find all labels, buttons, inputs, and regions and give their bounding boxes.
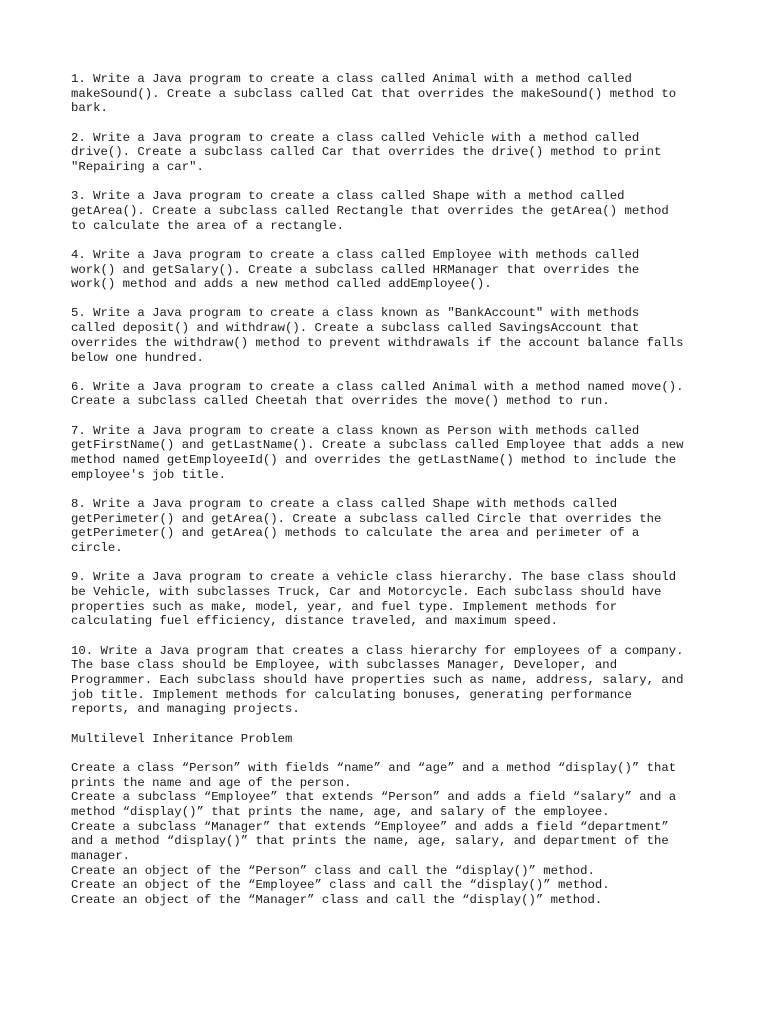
- problem-8: 8. Write a Java program to create a class called Shape with methods called getPerimeter() and getArea(). Create a subclass called Circle that overrides the getPerimeter() and getArea() methods to calculate the area and perimeter of a circle.: [71, 496, 662, 556]
- document-page: [71, 72, 711, 908]
- multilevel-problem-body: [71, 761, 711, 908]
- multilevel-line: Create an object of the “Employee” class and call the “display()” method.: [71, 878, 610, 893]
- problem-9: 9. Write a Java program to create a vehicle class hierarchy. The base class should be Vehicle, with subclasses Truck, Car and Motorcycle. Each subclass should have properties such as make, model, year, and fuel type. Implement methods for calculating fuel efficiency, distance traveled, and maximum speed.: [71, 570, 677, 629]
- problem-5: 5. Write a Java program to create a class known as "BankAccount" with methods called deposit() and withdraw(). Create a subclass called SavingsAccount that overrides the withdraw() method to prevent withdrawals if the account balance falls below one hundred.: [71, 306, 684, 365]
- problem-1: 1. Write a Java program to create a class called Animal with a method called makeSound(). Create a subclass called Cat that overrides the makeSound() method to bark.: [71, 72, 677, 116]
- multilevel-line: Create a subclass “Employee” that extends “Person” and adds a field “salary” and a method “display()” that prints the name, age, and salary of the employee.: [71, 790, 677, 819]
- multilevel-line: Create an object of the “Manager” class and call the “display()” method.: [71, 893, 603, 908]
- problem-2: 2. Write a Java program to create a class called Vehicle with a method called drive(). Create a subclass called Car that overrides the drive() method to print "Repairing a car".: [71, 130, 662, 175]
- problem-4: 4. Write a Java program to create a class called Employee with methods called work() and getSalary(). Create a subclass called HRManager that overrides the work() method and adds a new method called addEmployee().: [71, 247, 640, 292]
- problem-3: 3. Write a Java program to create a class called Shape with a method called getArea(). Create a subclass called Rectangle that overrides the getArea() method to calculate the area of a rectangle.: [71, 189, 669, 233]
- multilevel-line: Create a class “Person” with fields “name” and “age” and a method “display()” that prints the name and age of the person.: [71, 760, 677, 790]
- problem-10: 10. Write a Java program that creates a class hierarchy for employees of a company. The base class should be Employee, with subclasses Manager, Developer, and Programmer. Each subclass should have properties such as name, address, salary, and job title. Implement methods for calculating bonuses, generating performance reports, and managing projects.: [71, 643, 684, 717]
- problem-6: 6. Write a Java program to create a class called Animal with a method named move(). Create a subclass called Cheetah that overrides the move() method to run.: [71, 379, 684, 409]
- multilevel-line: Create an object of the “Person” class and call the “display()” method.: [71, 863, 595, 878]
- multilevel-heading: Multilevel Inheritance Problem: [71, 731, 293, 746]
- problem-7: 7. Write a Java program to create a class known as Person with methods called getFirstName() and getLastName(). Create a subclass called Employee that adds a new method named getEmployeeId() and overrides the getLastName() method to include the employee's job title.: [71, 423, 684, 482]
- multilevel-line: Create a subclass “Manager” that extends “Employee” and adds a field “department” and a method “display()” that prints the name, age, salary, and department of the manager.: [71, 819, 669, 864]
